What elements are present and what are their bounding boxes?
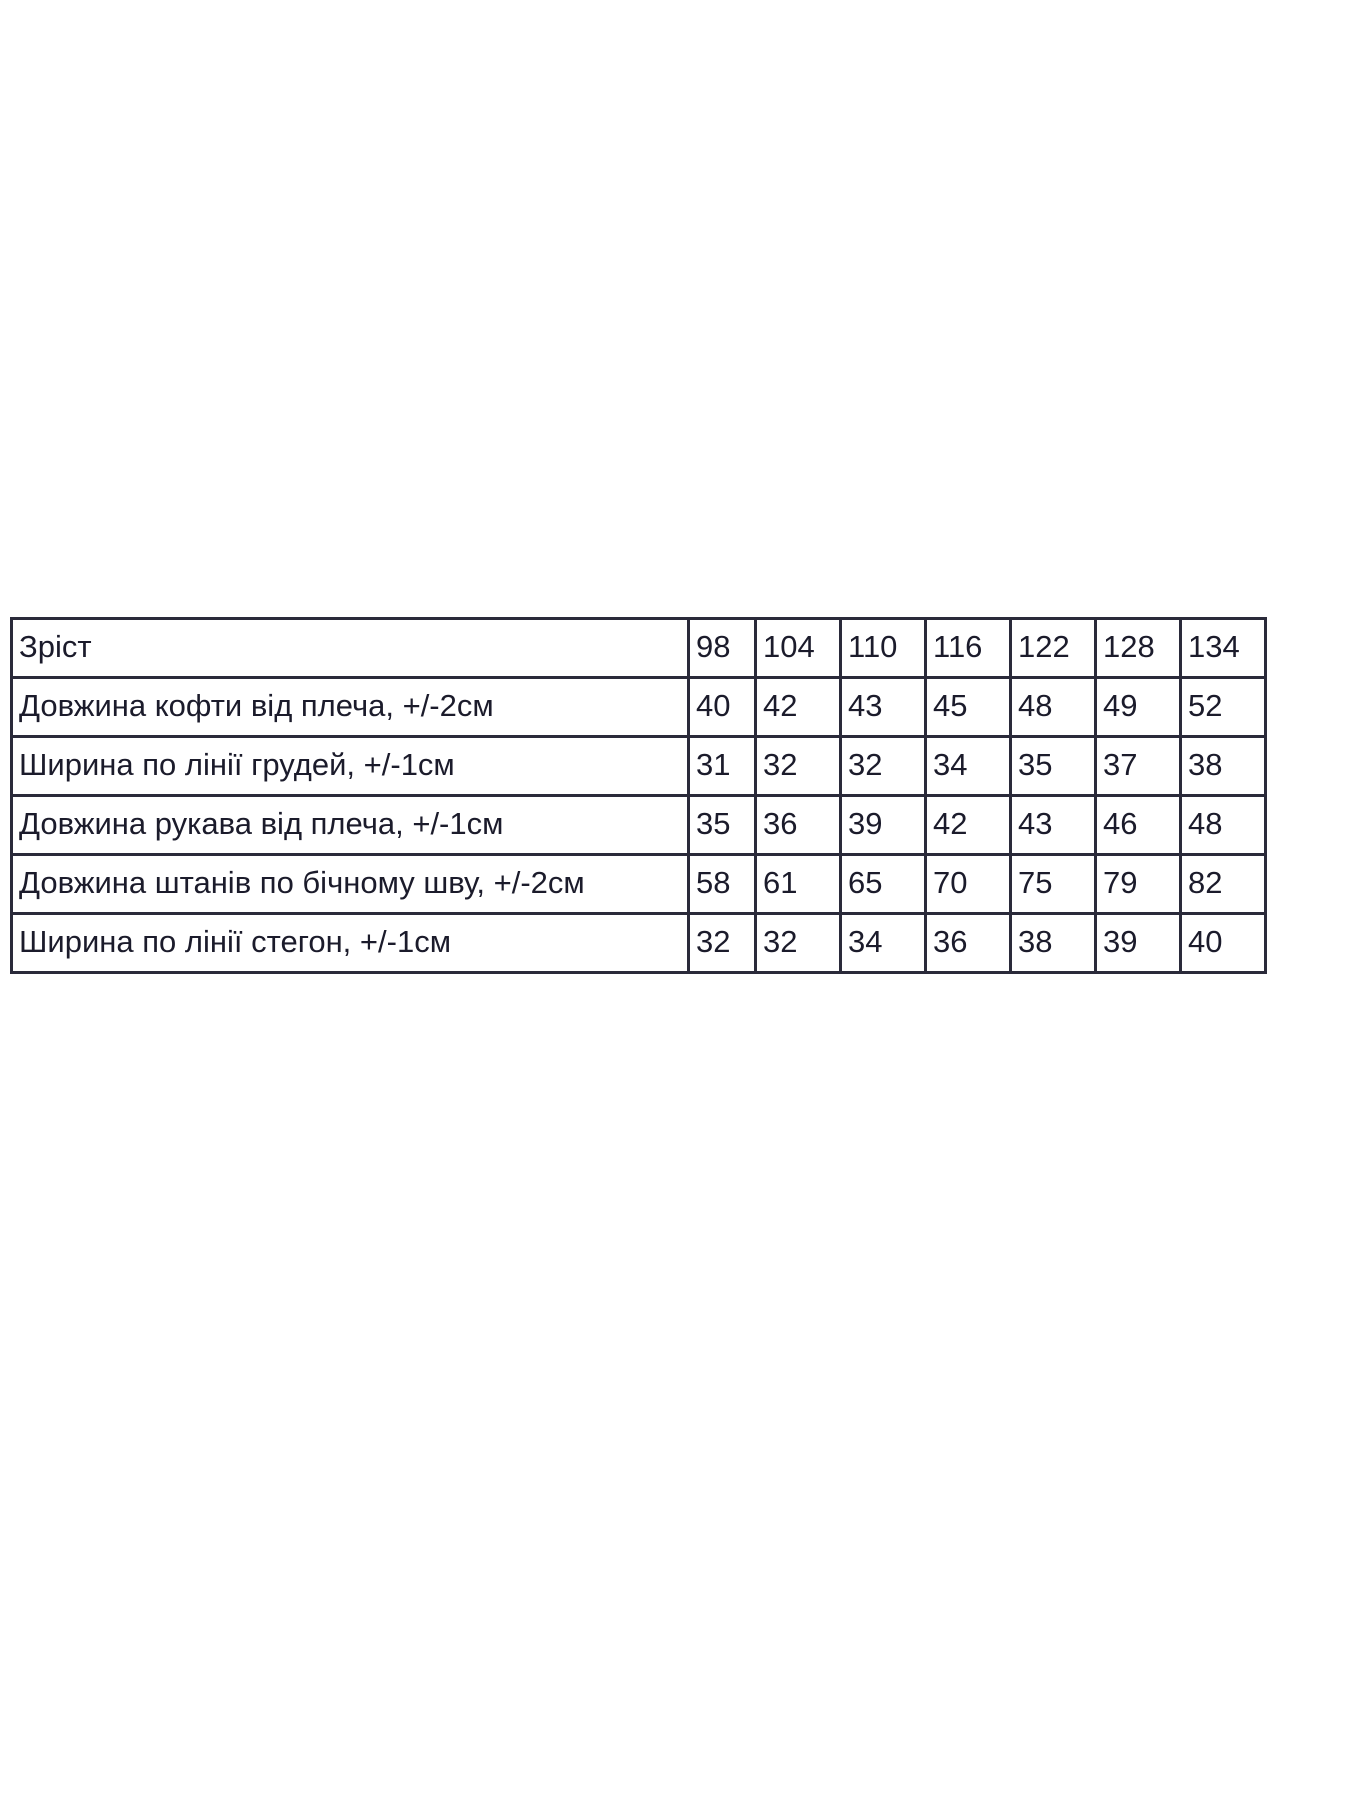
row-value: 43 — [1012, 797, 1097, 856]
row-value: 45 — [927, 679, 1012, 738]
row-value: 98 — [690, 620, 757, 679]
size-chart-table — [10, 617, 1267, 974]
row-value: 39 — [1097, 915, 1182, 971]
table-row — [13, 856, 1264, 915]
row-value: 32 — [757, 915, 842, 971]
row-value: 122 — [1012, 620, 1097, 679]
table-row — [13, 679, 1264, 738]
table-row — [13, 915, 1264, 971]
table-row — [13, 738, 1264, 797]
row-value: 40 — [690, 679, 757, 738]
row-value: 48 — [1012, 679, 1097, 738]
row-label: Ширина по лінії стегон, +/-1см — [13, 915, 690, 971]
table-row — [13, 797, 1264, 856]
row-value: 37 — [1097, 738, 1182, 797]
row-value: 128 — [1097, 620, 1182, 679]
row-value: 46 — [1097, 797, 1182, 856]
row-value: 32 — [757, 738, 842, 797]
row-value: 79 — [1097, 856, 1182, 915]
table-row — [13, 620, 1264, 679]
size-chart-container — [10, 617, 1240, 974]
row-value: 104 — [757, 620, 842, 679]
row-value: 36 — [757, 797, 842, 856]
row-value: 38 — [1012, 915, 1097, 971]
row-value: 32 — [842, 738, 927, 797]
row-value: 35 — [1012, 738, 1097, 797]
row-value: 82 — [1182, 856, 1264, 915]
row-value: 31 — [690, 738, 757, 797]
row-value: 34 — [842, 915, 927, 971]
row-label: Довжина рукава від плеча, +/-1см — [13, 797, 690, 856]
row-value: 58 — [690, 856, 757, 915]
row-value: 34 — [927, 738, 1012, 797]
row-value: 35 — [690, 797, 757, 856]
row-value: 134 — [1182, 620, 1264, 679]
row-value: 32 — [690, 915, 757, 971]
row-value: 70 — [927, 856, 1012, 915]
row-value: 48 — [1182, 797, 1264, 856]
row-label: Ширина по лінії грудей, +/-1см — [13, 738, 690, 797]
row-value: 75 — [1012, 856, 1097, 915]
row-value: 110 — [842, 620, 927, 679]
row-value: 39 — [842, 797, 927, 856]
row-value: 38 — [1182, 738, 1264, 797]
row-value: 116 — [927, 620, 1012, 679]
row-label: Довжина штанів по бічному шву, +/-2см — [13, 856, 690, 915]
row-value: 49 — [1097, 679, 1182, 738]
row-value: 52 — [1182, 679, 1264, 738]
row-value: 36 — [927, 915, 1012, 971]
row-label: Довжина кофти від плеча, +/-2см — [13, 679, 690, 738]
row-label: Зріст — [13, 620, 690, 679]
row-value: 43 — [842, 679, 927, 738]
row-value: 65 — [842, 856, 927, 915]
row-value: 42 — [927, 797, 1012, 856]
row-value: 40 — [1188, 924, 1223, 959]
row-value: 61 — [757, 856, 842, 915]
row-value: 42 — [757, 679, 842, 738]
